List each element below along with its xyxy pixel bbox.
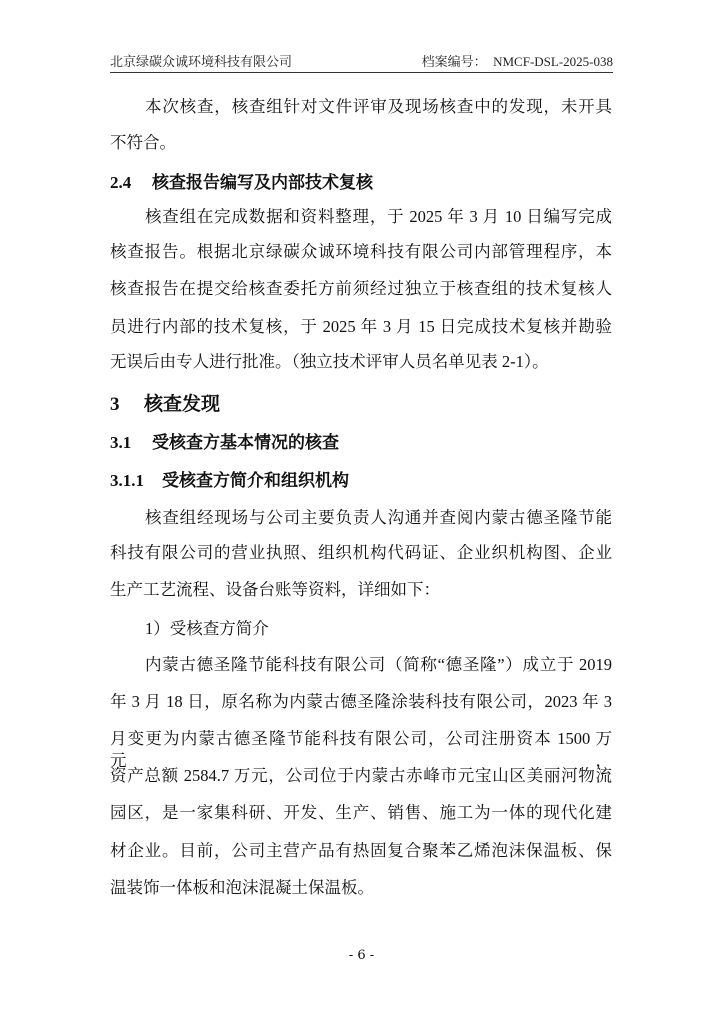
section-title: 核查报告编写及内部技术复核: [152, 173, 373, 192]
paragraph-line: 科技有限公司的营业执照、组织机构代码证、企业织机构图、企业: [110, 543, 612, 562]
section-heading-3-1: [110, 432, 612, 454]
paragraph-line: 温装饰一体板和泡沫混凝土保温板。: [110, 878, 374, 897]
section-number: 3.1.1: [110, 471, 144, 490]
section-heading-2-4: [110, 172, 612, 194]
paragraph-line: 资产总额 2584.7 万元，公司位于内蒙古赤峰市元宝山区美丽河物流: [110, 766, 612, 785]
paragraph-line: 核查报告在提交给核查委托方前须经过独立于核查组的技术复核人: [110, 279, 612, 298]
list-item: 1）受核查方简介: [145, 619, 269, 638]
header-file-number: [422, 51, 613, 70]
paragraph-line: 月变更为内蒙古德圣隆节能科技有限公司，公司注册资本 1500 万元，: [110, 729, 612, 770]
paragraph-line: 核查组在完成数据和资料整理，于 2025 年 3 月 10 日编写完成: [145, 207, 612, 226]
paragraph-line: 本次核查，核查组针对文件评审及现场核查中的发现，未开具: [145, 97, 612, 116]
section-number: 2.4: [110, 173, 132, 192]
paragraph-line: 生产工艺流程、设备台账等资料，详细如下：: [110, 580, 440, 599]
section-number: 3: [110, 394, 120, 415]
header-company: 北京绿碳众诚环境科技有限公司: [110, 54, 293, 69]
paragraph-line: 无误后由专人进行批准。（独立技术评审人员名单见表 2-1）。: [110, 352, 549, 371]
page-number: - 6 -: [348, 948, 375, 963]
paragraph-line: 内蒙古德圣隆节能科技有限公司（简称“德圣隆”）成立于 2019: [145, 655, 612, 674]
section-heading-3: [110, 394, 612, 416]
section-title: 核查发现: [144, 394, 221, 415]
file-no: NMCF-DSL-2025-038: [493, 54, 613, 69]
paragraph-line: 核查组经现场与公司主要负责人沟通并查阅内蒙古德圣隆节能: [145, 508, 612, 527]
section-title: 受核查方基本情况的核查: [152, 433, 339, 452]
paragraph-line: 不符合。: [110, 133, 176, 152]
section-number: 3.1: [110, 433, 132, 452]
paragraph-line: 年 3 月 18 日，原名称为内蒙古德圣隆涂装科技有限公司，2023 年 3: [110, 692, 612, 711]
section-heading-3-1-1: [110, 470, 612, 492]
paragraph-line: 员进行内部的技术复核，于 2025 年 3 月 15 日完成技术复核并勘验: [110, 317, 612, 336]
paragraph-line: 园区，是一家集科研、开发、生产、销售、施工为一体的现代化建: [110, 803, 612, 822]
paragraph-line: 核查报告。根据北京绿碳众诚环境科技有限公司内部管理程序，本: [110, 242, 612, 261]
header-rule: [110, 72, 613, 73]
file-no-label: 档案编号：: [421, 54, 487, 69]
paragraph-line: 材企业。目前，公司主营产品有热固复合聚苯乙烯泡沫保温板、保: [110, 841, 612, 860]
section-title: 受核查方简介和组织机构: [162, 471, 349, 490]
